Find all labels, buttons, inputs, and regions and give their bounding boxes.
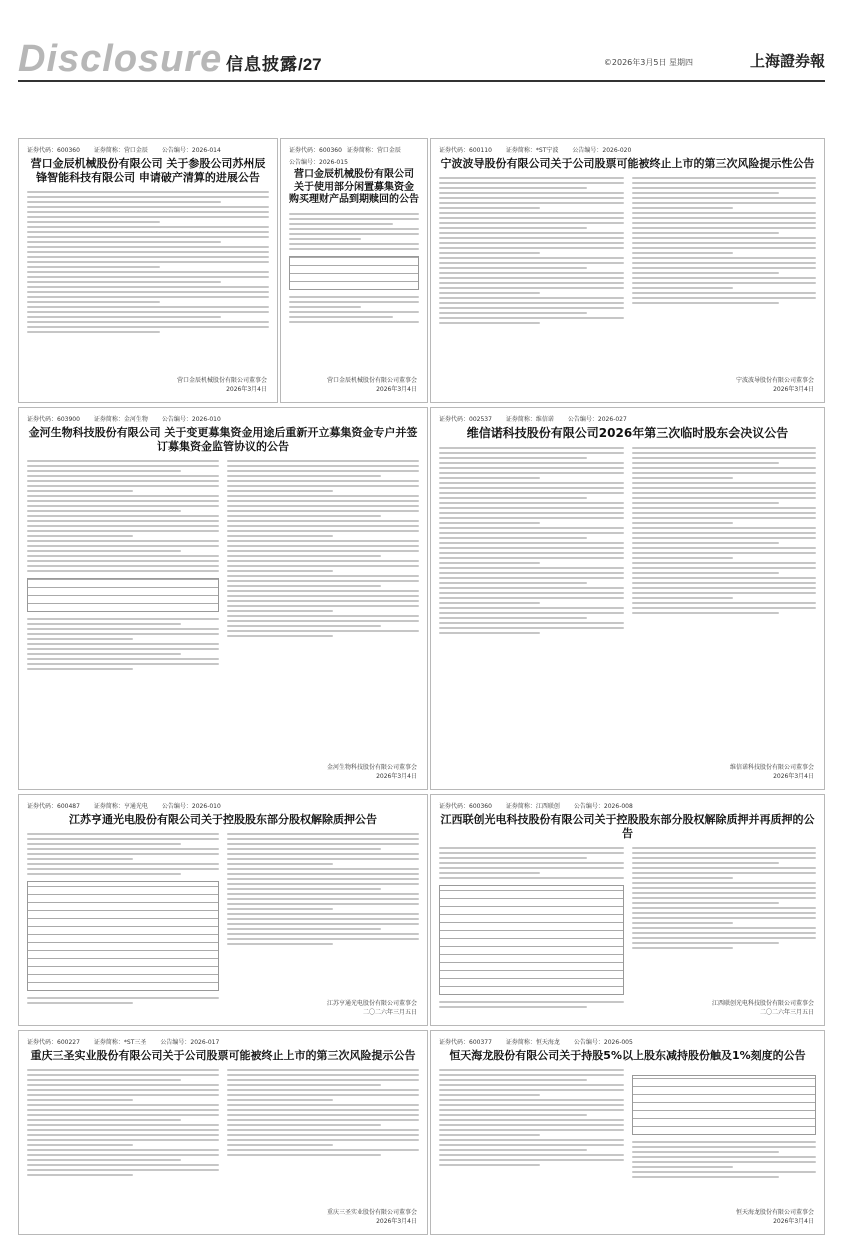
signature-block xyxy=(327,763,417,781)
announcement-title: 恒天海龙股份有限公司关于持股5%以上股东减持股份触及1%刻度的公告 xyxy=(449,1049,806,1062)
notice-line xyxy=(289,157,419,166)
stock-short-name: 证券简称：维信诺 xyxy=(505,416,554,423)
signature-block xyxy=(736,376,814,394)
stock-short-name: 证券简称：恒天海龙 xyxy=(505,1039,560,1046)
signature-date: 2026年3月4日 xyxy=(773,386,814,393)
code-line xyxy=(439,145,816,154)
notice-number: 公告编号：2026-015 xyxy=(289,159,348,166)
announcement-body xyxy=(27,1069,419,1179)
signature-block xyxy=(327,999,417,1017)
announcement-body xyxy=(289,213,419,250)
stock-code: 证券代码：600360 xyxy=(439,803,492,810)
section-name: 信息披露 xyxy=(226,55,298,74)
code-line xyxy=(289,145,419,154)
header-rule xyxy=(18,80,825,82)
stock-short-name: 证券简称：营口金辰 xyxy=(93,147,148,154)
announcement-title: 江西联创光电科技股份有限公司关于控股股东部分股权解除质押并再质押的公告 xyxy=(440,813,815,840)
section-heading xyxy=(226,50,322,75)
newspaper-name: 上海證券報 xyxy=(749,52,825,70)
announcement-title: 营口金辰机械股份有限公司 关于使用部分闲置募集资金 购买理财产品到期赎回的公告 xyxy=(289,169,419,205)
pledge-release-table xyxy=(27,881,219,991)
announcement-body-cont xyxy=(289,296,419,323)
announcement-title: 维信诺科技股份有限公司2026年第三次临时股东会决议公告 xyxy=(466,426,789,440)
announcement-sansheng-delisting-risk xyxy=(18,1030,428,1235)
signature: 营口金辰机械股份有限公司董事会 xyxy=(176,377,267,384)
stock-short-name: 证券简称：亨通光电 xyxy=(93,803,148,810)
signature-block xyxy=(327,1208,417,1226)
notice-number: 公告编号：2026-020 xyxy=(572,147,632,154)
repledge-table xyxy=(439,885,624,995)
signature-date: 2026年3月4日 xyxy=(376,1218,417,1225)
stock-code: 证券代码：600377 xyxy=(439,1039,492,1046)
signature: 宁波波导股份有限公司董事会 xyxy=(735,377,814,384)
signature-block xyxy=(736,1208,814,1226)
signature: 江苏亨通光电股份有限公司董事会 xyxy=(326,1000,417,1007)
notice-number: 公告编号：2026-014 xyxy=(161,147,221,154)
reduction-table xyxy=(632,1075,817,1135)
notice-number: 公告编号：2026-027 xyxy=(567,416,627,423)
signature: 江西联创光电科技股份有限公司董事会 xyxy=(711,1000,814,1007)
brand-logo: Disclosure xyxy=(18,38,223,80)
signature: 金河生物科技股份有限公司董事会 xyxy=(326,764,417,771)
code-line xyxy=(27,1037,419,1046)
notice-number: 公告编号：2026-017 xyxy=(160,1039,220,1046)
announcement-title: 重庆三圣实业股份有限公司关于公司股票可能被终止上市的第三次风险提示公告 xyxy=(30,1049,416,1062)
signature: 恒天海龙股份有限公司董事会 xyxy=(735,1209,814,1216)
announcement-body xyxy=(439,847,816,1011)
stock-code: 证券代码：600360 xyxy=(27,147,80,154)
announcement-body xyxy=(439,447,816,637)
announcement-bird-delisting-risk xyxy=(430,138,825,403)
masthead xyxy=(0,0,843,80)
signature-date: 2026年3月4日 xyxy=(376,773,417,780)
wealth-product-table xyxy=(289,256,419,290)
stock-code: 证券代码：600110 xyxy=(439,147,492,154)
signature-block xyxy=(327,376,417,394)
announcement-lianchuang-repledge xyxy=(430,794,825,1026)
announcement-hengtong-pledge-release xyxy=(18,794,428,1026)
announcement-title: 营口金辰机械股份有限公司 关于参股公司苏州辰锋智能科技有限公司 申请破产清算的进展公告 xyxy=(30,157,266,184)
announcement-title: 江苏亨通光电股份有限公司关于控股股东部分股权解除质押公告 xyxy=(69,813,377,826)
stock-short-name: 证券简称：*ST宁波 xyxy=(505,147,559,154)
announcement-body xyxy=(439,1069,816,1181)
fund-account-table xyxy=(27,578,219,612)
signature-date: 2026年3月4日 xyxy=(773,773,814,780)
stock-short-name: 证券简称：金河生物 xyxy=(93,416,148,423)
issue-date: ©2026年3月5日 星期四 xyxy=(603,58,693,67)
code-line xyxy=(27,801,419,810)
code-line xyxy=(439,801,816,810)
announcement-title: 宁波波导股份有限公司关于公司股票可能被终止上市的第三次风险提示性公告 xyxy=(440,157,815,170)
signature-block xyxy=(712,999,814,1017)
announcement-visionox-shareholder-meeting xyxy=(430,407,825,790)
announcement-body xyxy=(439,177,816,327)
signature-block xyxy=(177,376,267,394)
announcement-title: 金河生物科技股份有限公司 关于变更募集资金用途后重新开立募集资金专户并签订募集资金监管协议的公告 xyxy=(28,426,418,453)
signature-block xyxy=(730,763,814,781)
stock-short-name: 证券简称：江西联创 xyxy=(505,803,560,810)
code-line xyxy=(27,414,419,423)
signature-date: 2026年3月4日 xyxy=(773,1218,814,1225)
stock-code: 证券代码：600360 xyxy=(289,147,342,154)
stock-code: 证券代码：600227 xyxy=(27,1039,80,1046)
notice-number: 公告编号：2026-010 xyxy=(161,803,221,810)
signature-date: 2026年3月4日 xyxy=(376,386,417,393)
announcement-jinchen-wealth-products xyxy=(280,138,428,403)
code-line xyxy=(439,414,816,423)
stock-short-name: 证券简称：*ST三圣 xyxy=(93,1039,147,1046)
notice-number: 公告编号：2026-005 xyxy=(573,1039,633,1046)
signature-date: 2026年3月4日 xyxy=(226,386,267,393)
signature-date: 二〇二六年三月五日 xyxy=(759,1009,814,1016)
signature: 营口金辰机械股份有限公司董事会 xyxy=(326,377,417,384)
code-line xyxy=(439,1037,816,1046)
announcement-body xyxy=(27,191,269,333)
signature-date: 二〇二六年三月五日 xyxy=(362,1009,417,1016)
notice-number: 公告编号：2026-008 xyxy=(573,803,633,810)
stock-code: 证券代码：002537 xyxy=(439,416,492,423)
stock-short-name: 证券简称：营口金辰 xyxy=(346,147,401,154)
notice-number: 公告编号：2026-010 xyxy=(161,416,221,423)
announcement-jinhe-fund-account xyxy=(18,407,428,790)
announcement-body xyxy=(27,460,419,673)
code-line xyxy=(27,145,269,154)
signature: 维信诺科技股份有限公司董事会 xyxy=(729,764,814,771)
announcement-hengtian-reduction xyxy=(430,1030,825,1235)
stock-code: 证券代码：603900 xyxy=(27,416,80,423)
signature: 重庆三圣实业股份有限公司董事会 xyxy=(326,1209,417,1216)
announcement-body xyxy=(27,833,419,1007)
page-number: /27 xyxy=(298,55,322,74)
stock-code: 证券代码：600487 xyxy=(27,803,80,810)
announcement-jinchen-bankruptcy xyxy=(18,138,278,403)
